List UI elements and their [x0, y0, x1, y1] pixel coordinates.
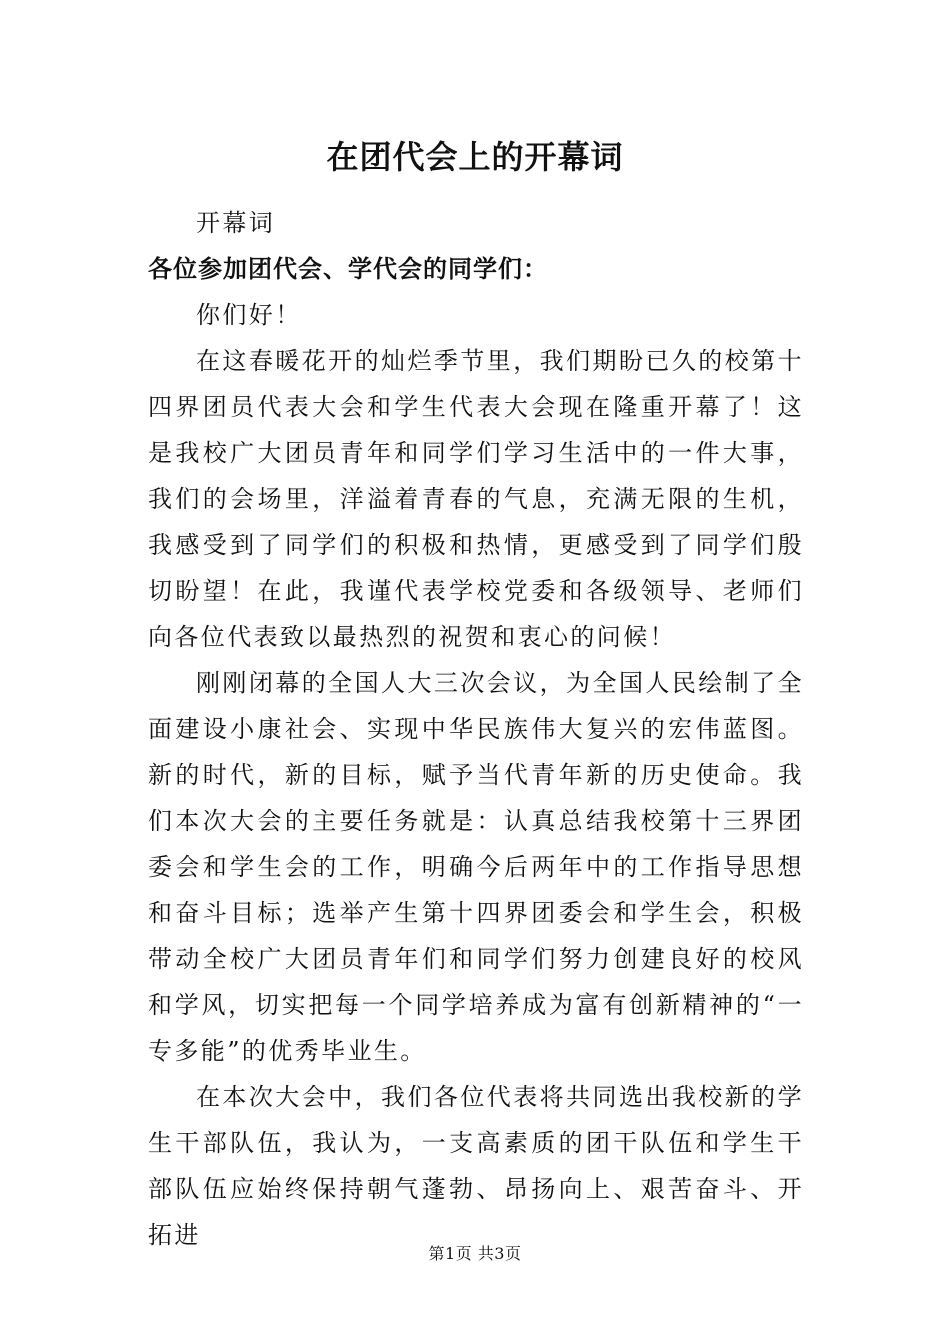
greeting: 你们好！: [196, 301, 302, 329]
paragraph-2: 刚刚闭幕的全国人大三次会议，为全国人民绘制了全面建设小康社会、实现中华民族伟大复兴的宏伟蓝图。新的时代，新的目标，赋予当代青年新的历史使命。我们本次大会的主要任务就是：认真总结我校第十三界团委会和学生会的工作，明确今后两年中的工作指导思想和奋斗目标；选举产生第十四界团委会和学生会，积极带动全校广大团员青年们和同学们努力创建良好的校风和学风，切实把每一个同学培养成为富有创新精神的“一专多能”的优秀毕业生。: [148, 669, 804, 1065]
paragraph-3: 在本次大会中，我们各位代表将共同选出我校新的学生干部队伍，我认为，一支高素质的团干队伍和学生干部队伍应始终保持朝气蓬勃、昂扬向上、艰苦奋斗、开拓进: [148, 1083, 804, 1249]
heading-opening-speech: 开幕词: [196, 209, 276, 237]
document-title: 在团代会上的开幕词: [326, 138, 624, 176]
document-body: [148, 200, 804, 1258]
paragraph-1: 在这春暖花开的灿烂季节里，我们期盼已久的校第十四界团员代表大会和学生代表大会现在隆重开幕了！这是我校广大团员青年和同学们学习生活中的一件大事，我们的会场里，洋溢着青春的气息，充满无限的生机，我感受到了同学们的积极和热情，更感受到了同学们殷切盼望！在此，我谨代表学校党委和各级领导、老师们向各位代表致以最热烈的祝贺和衷心的问候！: [148, 347, 804, 651]
salutation: 各位参加团代会、学代会的同学们：: [148, 255, 548, 283]
page-footer: 第1页 共3页: [428, 1244, 522, 1263]
